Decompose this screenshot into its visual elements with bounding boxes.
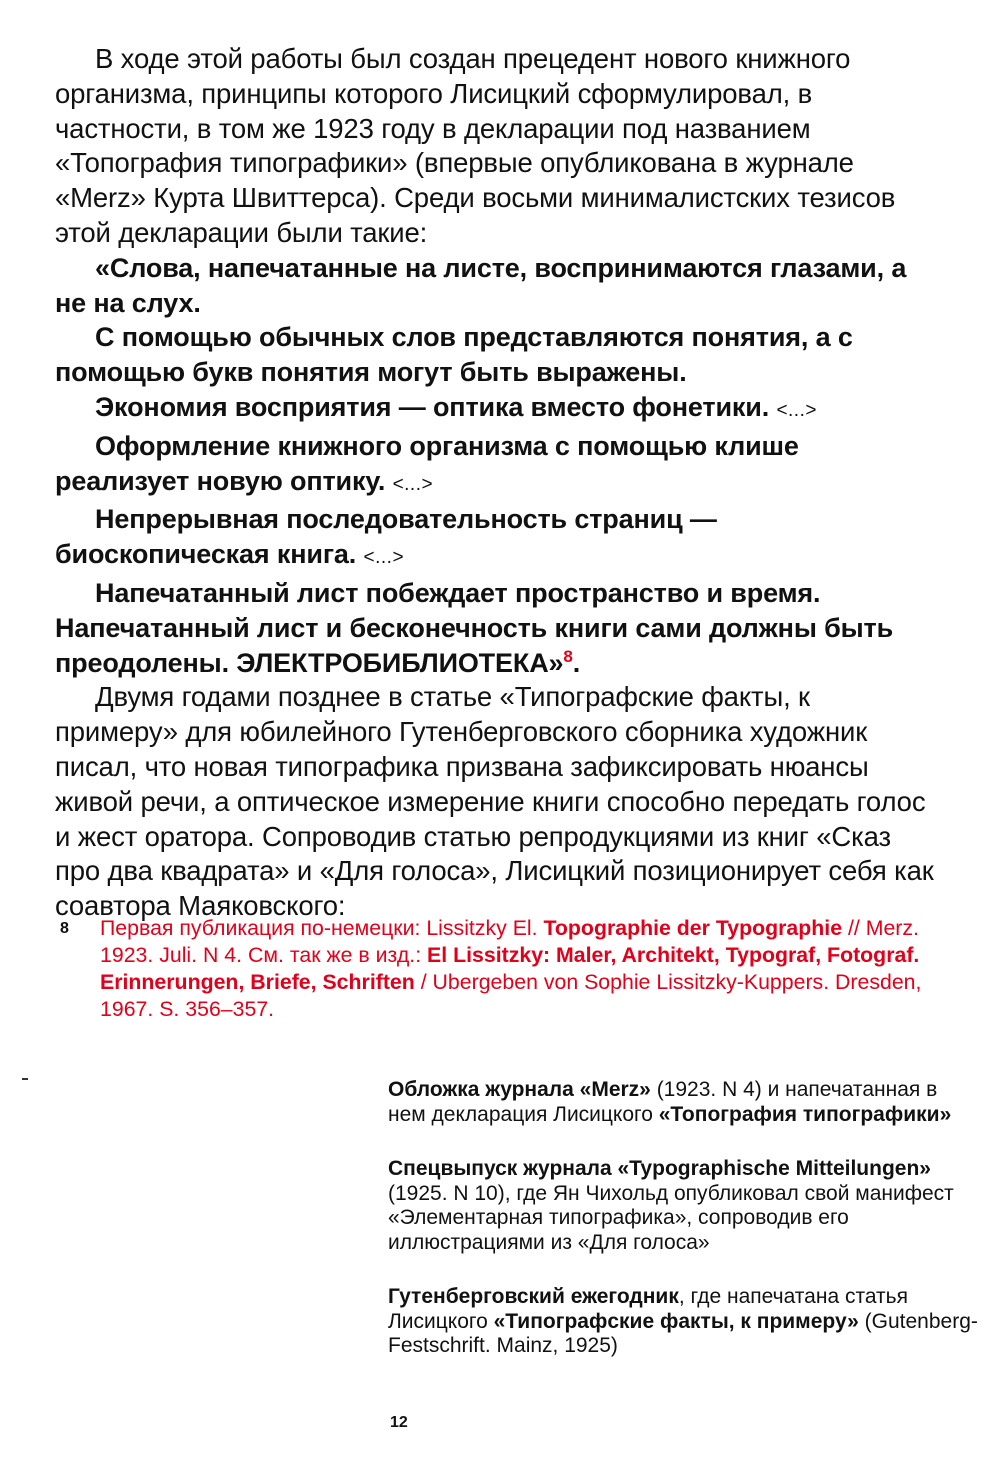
caption-text: , где напечатана статья Лисицкого — [388, 1285, 908, 1333]
footnote-title: El Lissitzky: Maler, Architekt, Typograf, Fotograf. Erinnerungen, Briefe, Schriften — [100, 943, 920, 994]
caption-text: (Gutenberg-Festschrift. Mainz, 1925) — [388, 1309, 978, 1357]
footnote-reference[interactable]: 8 — [563, 646, 573, 666]
footnote-number: 8 — [60, 920, 69, 937]
caption-bold: «Типографские факты, к примеру» — [493, 1309, 859, 1333]
quote-line-5 — [55, 502, 935, 576]
quote-line-3 — [55, 390, 935, 429]
paragraph-2: Двумя годами позднее в статье «Типографские факты, к примеру» для юбилейного Гутенберговского сборника художник писал, что новая типографика призвана зафиксировать нюансы живой речи, а оптическое измерение книги способно передать голос и жест оратора. Сопроводив статью репродукциями из книг «Сказ про два квадрата» и «Для голоса», Лисицкий позиционирует себя как соавтора Маяковского: — [55, 681, 934, 922]
caption-text: (1923. N 4) и напечатанная в нем декларация Лисицкого — [388, 1078, 938, 1126]
caption-text: (1925. N 10), где Ян Чихольд опубликовал свой манифест «Элементарная типографика», сопроводив его иллюстрациями из «Для голоса» — [388, 1181, 954, 1254]
footnote-title: Topographie der Typographie — [543, 916, 843, 940]
footnote-text: / Ubergeben von Sophie Lissitzky-Kuppers. Dresden, 1967. S. 356–357. — [100, 970, 922, 1021]
quote-line-1 — [55, 251, 935, 321]
caption-bold: «Топография типографики» — [658, 1102, 952, 1126]
paragraph-1: В ходе этой работы был создан прецедент нового книжного организма, принципы которого Лисицкий сформулировал, в частности, в том же 1923 году в декларации под названием «Топография типографики» (впервые опубликована в журнале «Merz» Курта Швиттерса). Среди восьми минималистских тезисов этой декларации были такие: — [55, 43, 896, 248]
footnote — [60, 915, 940, 1023]
omission-mark: <...> — [392, 473, 434, 495]
main-text — [55, 42, 935, 924]
omission-mark: <...> — [363, 547, 405, 569]
caption-3 — [388, 1285, 978, 1359]
margin-mark — [22, 1078, 28, 1080]
quote-text: «Слова, напечатанные на листе, воспринимаются глазами, а не на слух. — [55, 252, 907, 318]
quote-line-6: Напечатанный лист побеждает пространство и время. Напечатанный лист и бесконечность книги сами должны быть преодолены. ЭЛЕКТРОБИБЛИОТЕКА»$^8$. — [55, 577, 894, 678]
quote-text: Напечатанный лист побеждает пространство и время. Напечатанный лист и бесконечность книги сами должны быть преодолены. ЭЛЕКТРОБИБЛИОТЕКА» — [55, 577, 894, 678]
quote-line-4 — [55, 429, 935, 503]
caption-bold: Гутенберговский ежегодник — [388, 1285, 679, 1308]
quote-text: Оформление книжного организма с помощью клише реализует новую оптику. — [55, 430, 799, 496]
quote-line-2 — [55, 320, 935, 390]
caption-bold: Спецвыпуск журнала «Typographische Mitteilungen» — [388, 1157, 931, 1180]
quote-text: Экономия восприятия — оптика вместо фонетики. — [95, 391, 770, 422]
page-number: 12 — [390, 1414, 408, 1431]
footnote-text: Первая публикация по-немецки: Lissitzky El. — [100, 916, 544, 940]
image-captions — [388, 1078, 978, 1389]
quote-text: Непрерывная последовательность страниц — биоскопическая книга. — [55, 504, 717, 570]
caption-1 — [388, 1078, 978, 1127]
caption-bold: Обложка журнала «Merz» — [388, 1078, 651, 1101]
caption-2 — [388, 1157, 978, 1255]
quote-text: С помощью обычных слов представляются понятия, а с помощью букв понятия могут быть выражены. — [55, 322, 853, 388]
footnote-text: // Merz. 1923. Juli. N 4. См. так же в изд.: — [100, 916, 919, 967]
omission-mark: <...> — [776, 399, 817, 421]
footnote-body — [100, 915, 940, 1023]
